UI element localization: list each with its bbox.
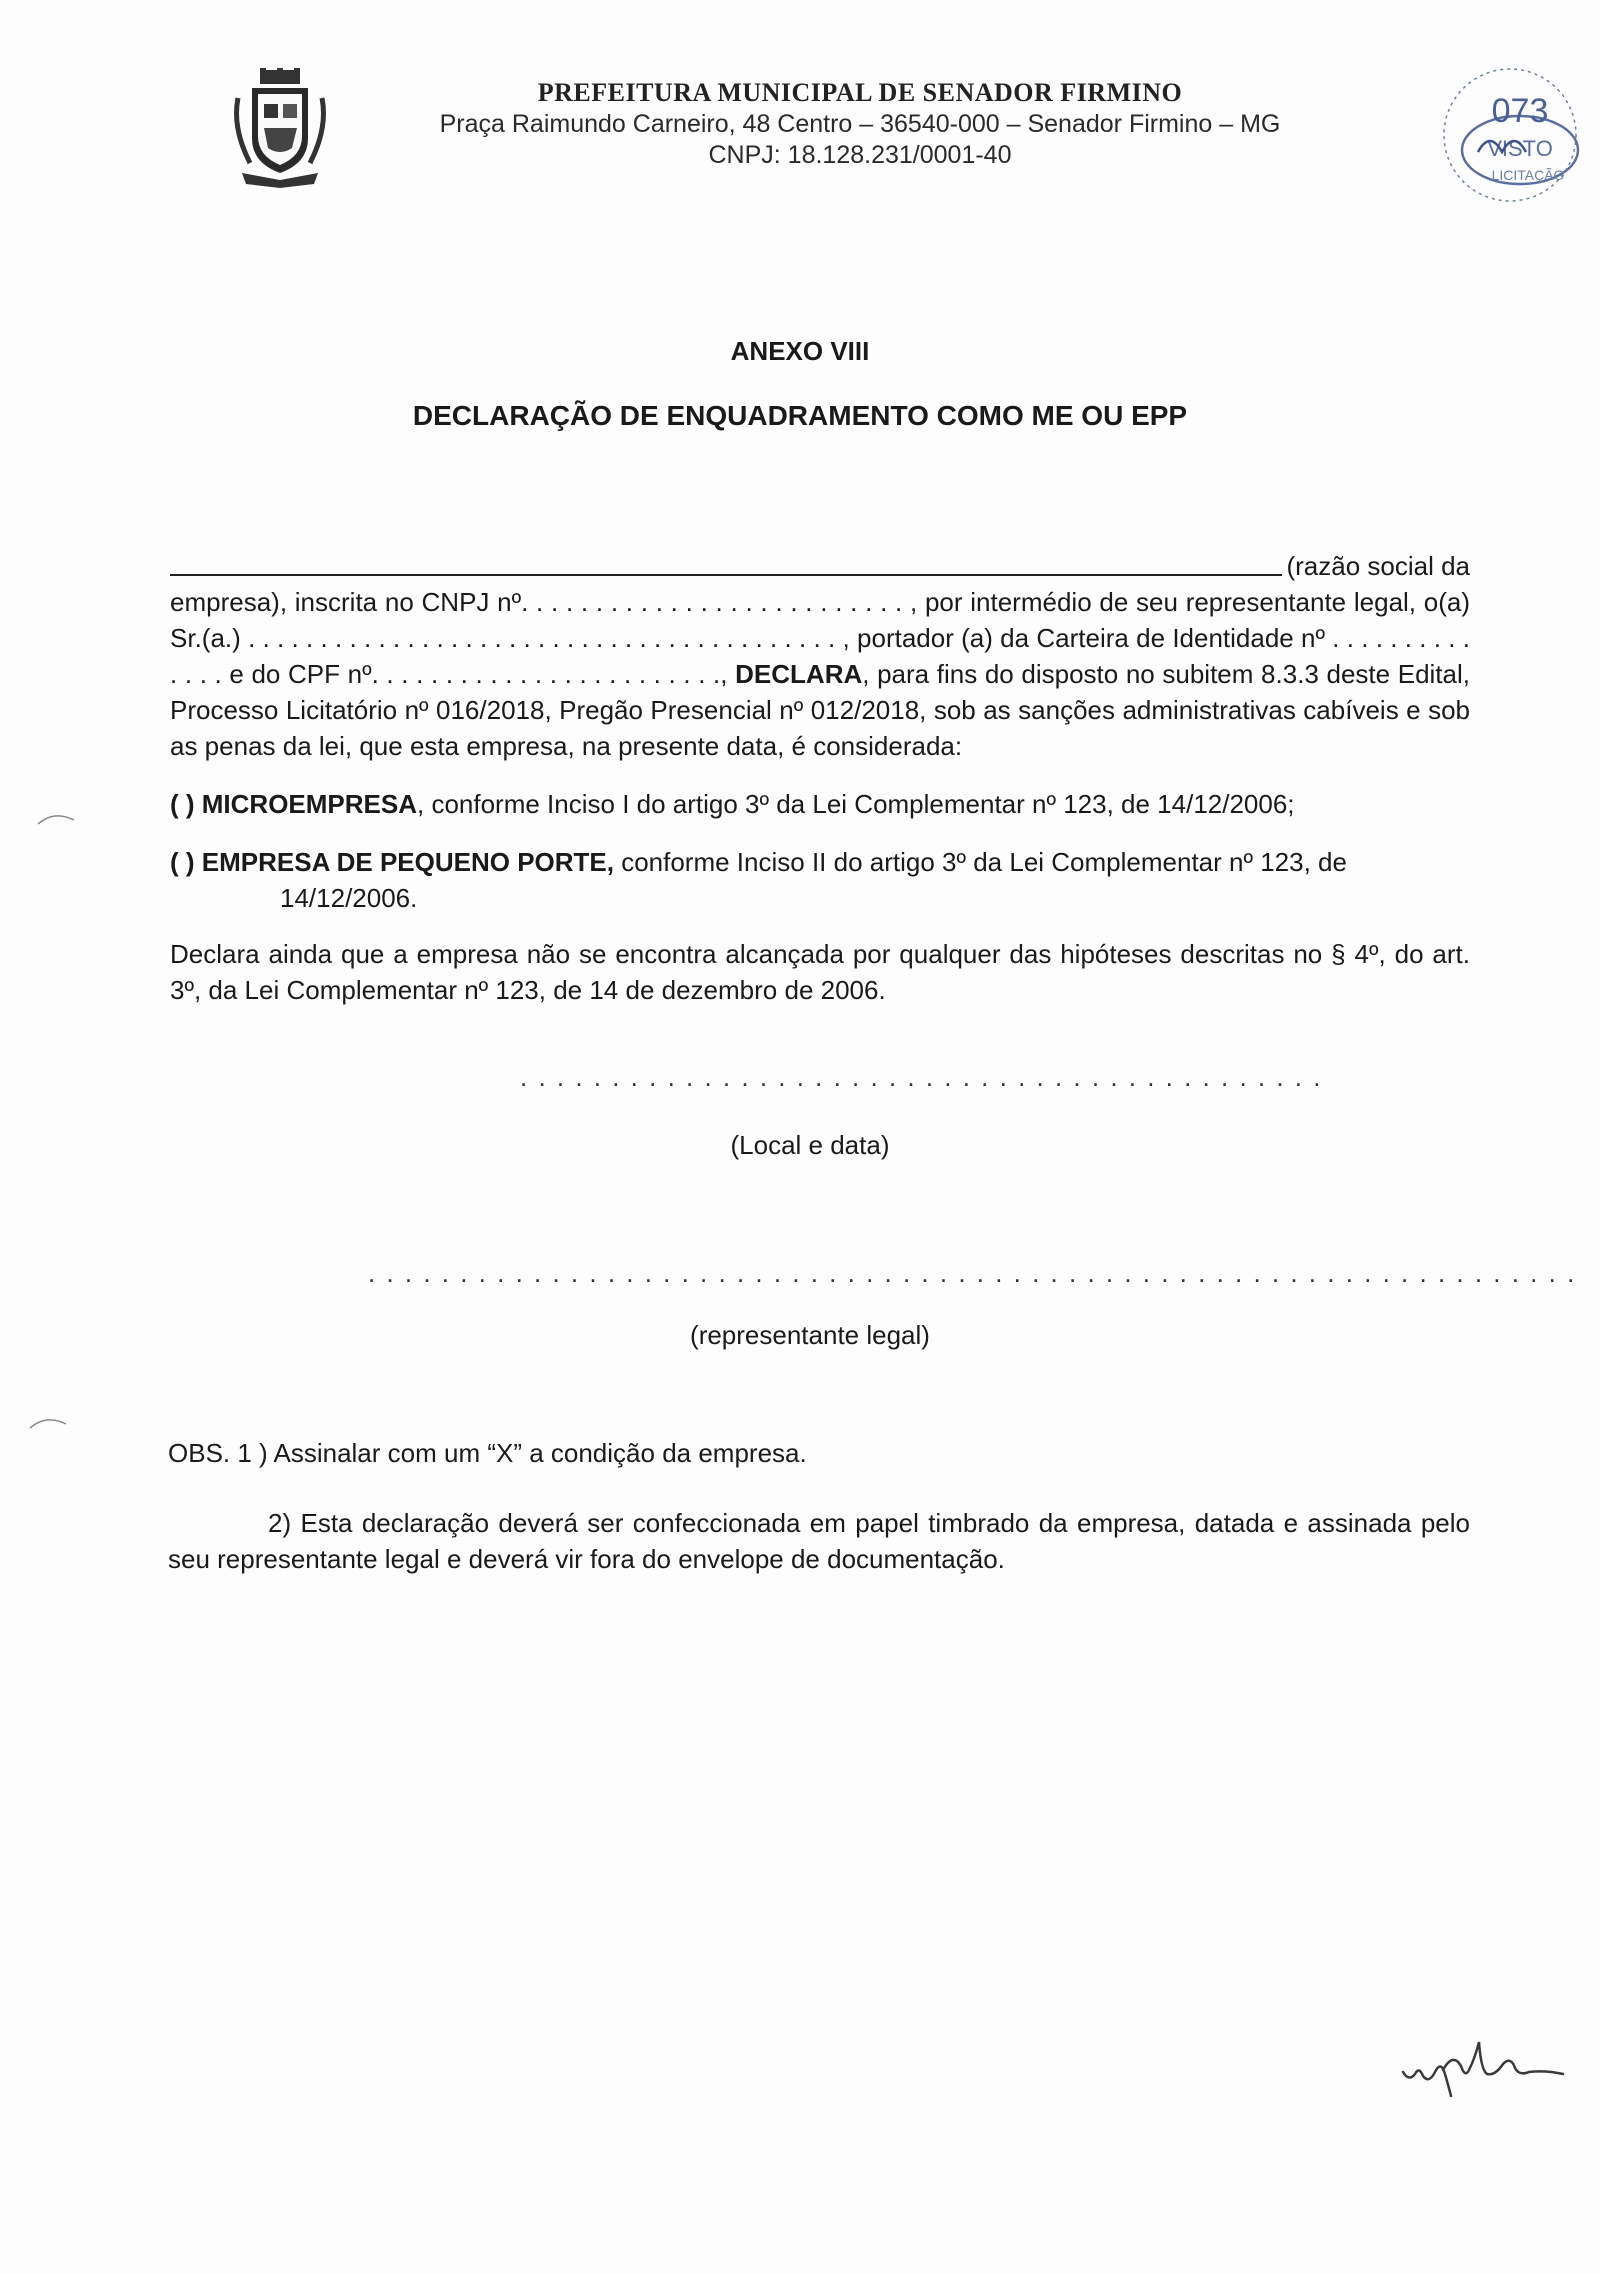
option-epp-text: conforme Inciso II do artigo 3º da Lei Complementar nº 123, de (613, 847, 1347, 877)
declaration-paragraph (170, 584, 1470, 764)
option-microempresa-text: , conforme Inciso I do artigo 3º da Lei Complementar nº 123, de 14/12/2006; (417, 789, 1295, 819)
declaration-body (170, 548, 1470, 1008)
declaration-text-a: empresa), inscrita no CNPJ nº. . . . . . . . . . . . . . . . . . . . . . . . . . , por intermédio de seu representante legal, o(a) Sr.(a.) . . . . . . . . . . . . . . . . . . . . . . . . . . . . . . . . . . . . . . . . . , portador (a) da Carteira de Identidade nº . . . . . . . . . . . . . . e do CPF nº. . . . . . . . . . . . . . . . . . . . . . . ., (170, 587, 1470, 689)
observation-2: 2) Esta declaração deverá ser confeccionada em papel timbrado da empresa, datada e assinada pelo seu representante legal e deverá vir fora do envelope de documentação. (168, 1508, 1470, 1574)
declaration-title: DECLARAÇÃO DE ENQUADRAMENTO COMO ME OU EPP (412, 400, 1188, 431)
stamp-number: 073 (1491, 92, 1549, 130)
handwritten-initials (1395, 2030, 1575, 2100)
company-name-blank (170, 574, 1282, 576)
additional-declaration: Declara ainda que a empresa não se encontra alcançada por qualquer das hipóteses descritas no § 4º, do art. 3º, da Lei Complementar nº 123, de 14 de dezembro de 2006. (170, 939, 1470, 1005)
stamp-text: VISTO (1487, 136, 1553, 161)
licitacao-stamp (1430, 60, 1590, 210)
stamp-ring-text: LICITAÇÃO (1491, 167, 1565, 183)
annex-title: ANEXO VIII (730, 336, 870, 366)
letterhead (360, 78, 1360, 170)
organization-cnpj: CNPJ: 18.128.231/0001-40 (708, 141, 1012, 169)
representative-label: (representante legal) (690, 1320, 930, 1350)
municipal-crest-icon (230, 68, 330, 188)
company-name-caption: (razão social da (1286, 551, 1470, 581)
declaration-text-b: , para fins do disposto no subitem 8.3.3 deste Edital, Processo Licitatório nº 016/2018, Pregão Presencial nº 012/2018, sob as sanções administrativas cabíveis e sob as penas da lei, que esta empresa, na presente data, é considerada: (170, 659, 1470, 761)
margin-mark (34, 808, 84, 828)
margin-mark (26, 1412, 76, 1432)
option-epp (170, 844, 1470, 916)
organization-address: Praça Raimundo Carneiro, 48 Centro – 36540-000 – Senador Firmino – MG (439, 110, 1281, 138)
local-date-label: (Local e data) (730, 1130, 890, 1160)
option-epp-date: 14/12/2006. (280, 883, 418, 913)
observation-1: OBS. 1 ) Assinalar com um “X” a condição da empresa. (168, 1438, 807, 1468)
representative-dotted-line: . . . . . . . . . . . . . . . . . . . . . . . . . . . . . . . . . . . . . . . . . . . . . . . . . . . . . . . . . . . . . . . . . . (368, 1258, 1577, 1288)
option-microempresa (170, 786, 1470, 822)
declara-keyword: DECLARA (735, 659, 863, 689)
local-date-dotted-line: . . . . . . . . . . . . . . . . . . . . . . . . . . . . . . . . . . . . . . . . . . . . (520, 1062, 1323, 1092)
company-name-line (170, 548, 1470, 584)
organization-name: PREFEITURA MUNICIPAL DE SENADOR FIRMINO (537, 78, 1183, 107)
option-microempresa-label: ( ) MICROEMPRESA (170, 789, 417, 819)
option-epp-label: ( ) EMPRESA DE PEQUENO PORTE, (170, 847, 614, 877)
